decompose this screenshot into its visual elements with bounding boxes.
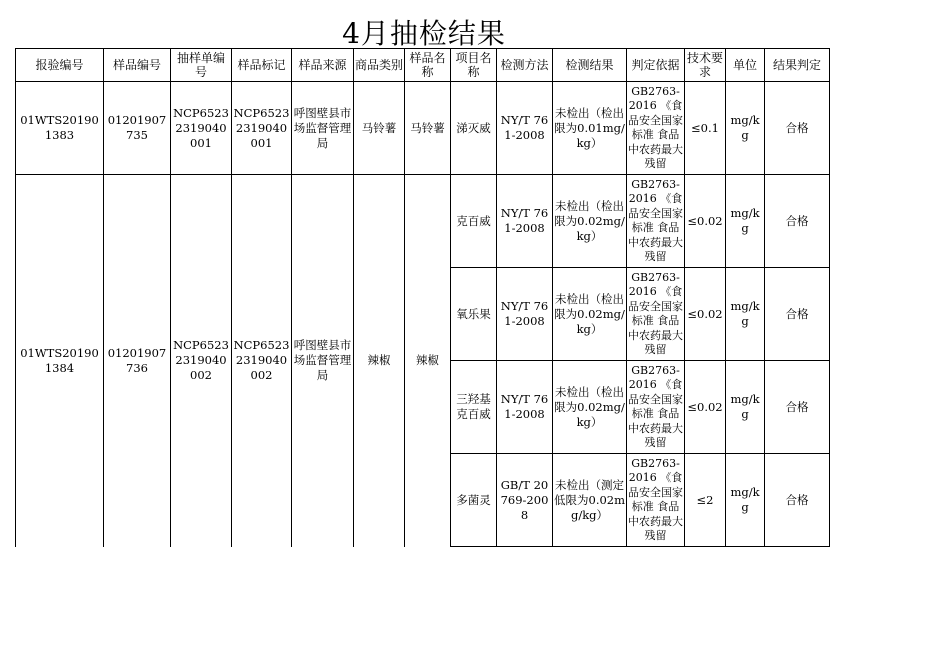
col-header-sampling-no: 抽样单编号 [171,49,232,82]
col-header-unit: 单位 [726,49,765,82]
requirement-cell: ≤2 [685,454,726,547]
result-cell: 未检出（检出限为0.02mg/kg） [553,361,627,454]
method-cell: GB/T 20769-2008 [497,454,553,547]
unit-cell: mg/kg [726,175,765,268]
result-cell: 未检出（检出限为0.01mg/kg） [553,82,627,175]
sample-no-cell: 01201907736 [104,175,171,547]
basis-cell: GB2763-2016 《食品安全国家标准 食品中农药最大残留 [627,454,685,547]
result-cell: 未检出（检出限为0.02mg/kg） [553,268,627,361]
verdict-cell: 合格 [765,361,830,454]
unit-cell: mg/kg [726,268,765,361]
table-row [16,175,830,268]
unit-cell: mg/kg [726,82,765,175]
basis-cell: GB2763-2016 《食品安全国家标准 食品中农药最大残留 [627,175,685,268]
page-title: 4月抽检结果 [342,17,506,50]
col-header-verdict: 结果判定 [765,49,830,82]
item-cell: 氧乐果 [451,268,497,361]
method-cell: NY/T 761-2008 [497,268,553,361]
requirement-cell: ≤0.02 [685,175,726,268]
sample-no-cell: 01201907735 [104,82,171,175]
col-header-category: 商品类别 [354,49,405,82]
requirement-cell: ≤0.02 [685,361,726,454]
report-no-cell: 01WTS201901383 [16,82,104,175]
col-header-requirement: 技术要求 [685,49,726,82]
basis-cell: GB2763-2016 《食品安全国家标准 食品中农药最大残留 [627,361,685,454]
col-header-method: 检测方法 [497,49,553,82]
verdict-cell: 合格 [765,268,830,361]
requirement-cell: ≤0.1 [685,82,726,175]
item-cell: 涕灭威 [451,82,497,175]
basis-cell: GB2763-2016 《食品安全国家标准 食品中农药最大残留 [627,82,685,175]
col-header-result: 检测结果 [553,49,627,82]
unit-cell: mg/kg [726,454,765,547]
sample-name-cell: 辣椒 [405,175,451,547]
col-header-report-no: 报验编号 [16,49,104,82]
header-row [16,49,830,82]
basis-cell: GB2763-2016 《食品安全国家标准 食品中农药最大残留 [627,268,685,361]
unit-cell: mg/kg [726,361,765,454]
report-no-cell: 01WTS201901384 [16,175,104,547]
sampling-no-cell: NCP65232319040002 [171,175,232,547]
requirement-cell: ≤0.02 [685,268,726,361]
sample-mark-cell: NCP65232319040001 [232,82,292,175]
col-header-sample-mark: 样品标记 [232,49,292,82]
sample-name-cell: 马铃薯 [405,82,451,175]
item-cell: 克百威 [451,175,497,268]
item-cell: 多菌灵 [451,454,497,547]
verdict-cell: 合格 [765,175,830,268]
category-cell: 辣椒 [354,175,405,547]
table-row [16,82,830,175]
col-header-source: 样品来源 [292,49,354,82]
method-cell: NY/T 761-2008 [497,82,553,175]
sampling-no-cell: NCP65232319040001 [171,82,232,175]
col-header-basis: 判定依据 [627,49,685,82]
col-header-sample-no: 样品编号 [104,49,171,82]
sample-mark-cell: NCP65232319040002 [232,175,292,547]
result-cell: 未检出（检出限为0.02mg/kg） [553,175,627,268]
result-cell: 未检出（测定低限为0.02mg/kg） [553,454,627,547]
verdict-cell: 合格 [765,82,830,175]
category-cell: 马铃薯 [354,82,405,175]
verdict-cell: 合格 [765,454,830,547]
col-header-sample-name: 样品名称 [405,49,451,82]
method-cell: NY/T 761-2008 [497,175,553,268]
col-header-item: 项目名称 [451,49,497,82]
item-cell: 三羟基克百威 [451,361,497,454]
method-cell: NY/T 761-2008 [497,361,553,454]
source-cell: 呼图壁县市场监督管理局 [292,175,354,547]
results-table [15,48,830,547]
source-cell: 呼图壁县市场监督管理局 [292,82,354,175]
